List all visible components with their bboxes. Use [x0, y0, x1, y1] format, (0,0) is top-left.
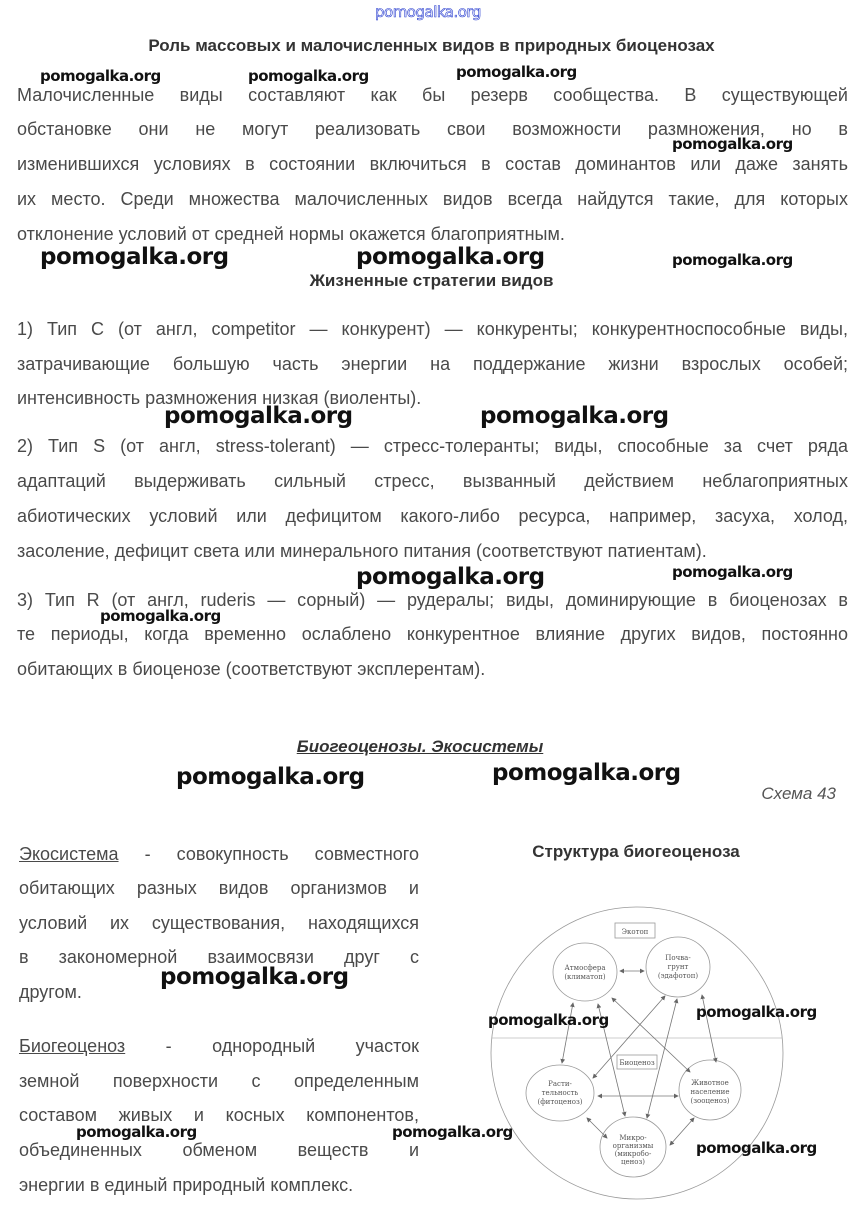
text-line — [19, 843, 419, 865]
watermark: pomogalka.org — [176, 764, 365, 790]
node-label: (эдафотоп) — [657, 972, 699, 980]
term-biogeocenosis: Биогеоценоз — [19, 1036, 126, 1056]
text-line — [19, 1035, 419, 1057]
watermark: pomogalka.org — [696, 1003, 817, 1021]
section-title-roles: Роль массовых и малочисленных видов в природных биоценозах — [148, 36, 715, 55]
text-line: Малочисленные виды составляют как бы резерв сообщества. В существующей — [17, 85, 848, 105]
text-line: адаптаций выдерживать сильный стресс, вызванный действием неблагоприятных — [17, 471, 848, 491]
biogeocenosis-diagram — [490, 900, 790, 1205]
top-watermark: pomogalka.org — [375, 3, 481, 21]
text-line: те периоды, когда временно ослаблено конкурентное влияние других видов, постоянно — [17, 624, 848, 644]
node-label: ценоз) — [620, 1158, 646, 1166]
text-line: в закономерной взаимосвязи друг с — [19, 947, 419, 967]
node-label: грунт — [667, 963, 689, 971]
biocenosis-label: Биоценоз — [619, 1059, 655, 1067]
node-label: Почва- — [665, 954, 691, 962]
watermark: pomogalka.org — [456, 63, 577, 81]
text-line: засоление, дефицит света или минерального питания (соответствуют патиентам). — [17, 541, 707, 561]
node-label: тельность — [541, 1089, 579, 1097]
node-label: Микро- — [619, 1134, 647, 1142]
ecotop-label: Экотоп — [621, 928, 649, 936]
text-line: изменившихся условиях в состоянии включиться в состав доминантов или даже занять — [17, 154, 848, 174]
watermark: pomogalka.org — [100, 607, 221, 625]
watermark: pomogalka.org — [392, 1123, 513, 1141]
text-line: земной поверхности с определенным — [19, 1071, 419, 1091]
node-label: Животное — [691, 1079, 729, 1087]
section-title-strategies: Жизненные стратегии видов — [309, 271, 554, 290]
watermark: pomogalka.org — [40, 67, 161, 85]
atmosphere-node — [553, 943, 617, 1001]
watermark: pomogalka.org — [248, 67, 369, 85]
node-label: (зооценоз) — [690, 1097, 730, 1105]
text-line: абиотических условий или дефицитом какого-либо ресурса, например, засуха, холод, — [17, 506, 848, 526]
node-label: (климатоп) — [564, 973, 606, 981]
watermark: pomogalka.org — [160, 964, 349, 990]
watermark: pomogalka.org — [480, 403, 669, 429]
text-line: обстановке они не могут реализовать свои возможности размножения, но в — [17, 119, 848, 139]
text-line: обитающих в биоценозе (соответствуют эксплерентам). — [17, 659, 486, 679]
watermark: pomogalka.org — [164, 403, 353, 429]
text-line: затрачивающие большую часть энергии на поддержание жизни взрослых особей; — [17, 354, 848, 374]
watermark: pomogalka.org — [356, 244, 545, 270]
watermark: pomogalka.org — [76, 1123, 197, 1141]
text-line: обитающих разных видов организмов и — [19, 878, 419, 898]
node-label: (фитоценоз) — [537, 1098, 583, 1106]
text-line: объединенных обменом веществ и — [19, 1140, 419, 1160]
watermark: pomogalka.org — [488, 1011, 609, 1029]
diagram-title: Структура биогеоценоза — [532, 842, 740, 861]
relation-arrows — [562, 971, 716, 1145]
text-line: 2) Тип S (от англ, stress-tolerant) — стресс-толеранты; виды, способные за счет ряда — [17, 436, 848, 456]
watermark: pomogalka.org — [672, 563, 793, 581]
node-label: Расти- — [548, 1080, 572, 1088]
text-line: интенсивность размножения низкая (виоленты). — [17, 388, 422, 408]
text-line: условий их существования, находящихся — [19, 913, 419, 933]
node-label: (микробо- — [614, 1150, 652, 1158]
text-line: составом живых и косных компонентов, — [19, 1105, 419, 1125]
watermark: pomogalka.org — [492, 760, 681, 786]
watermark: pomogalka.org — [672, 251, 793, 269]
watermark: pomogalka.org — [40, 244, 229, 270]
text-line: 3) Тип R (от англ, ruderis — сорный) — рудералы; виды, доминирующие в биоценозах в — [17, 590, 848, 610]
node-label: Атмосфера — [564, 964, 606, 972]
definition-text: - однородный участок — [125, 1036, 419, 1056]
definition-text: - совокупность совместного — [118, 844, 419, 864]
watermark: pomogalka.org — [356, 564, 545, 590]
text-line: другом. — [19, 982, 82, 1002]
node-label: население — [690, 1088, 730, 1096]
watermark: pomogalka.org — [696, 1139, 817, 1157]
text-line: 1) Тип С (от англ, competitor — конкурент) — конкуренты; конкурентноспособные виды, — [17, 319, 848, 339]
watermark: pomogalka.org — [672, 135, 793, 153]
text-line: отклонение условий от средней нормы окажется благоприятным. — [17, 224, 565, 244]
section-title-biogeocenoses: Биогеоценозы. Экосистемы — [296, 737, 544, 756]
scheme-number: Схема 43 — [761, 784, 836, 803]
text-line: энергии в единый природный комплекс. — [19, 1175, 354, 1195]
term-ecosystem: Экосистема — [19, 844, 119, 864]
node-label: организмы — [612, 1142, 654, 1150]
text-line: их место. Среди множества малочисленных видов всегда найдутся такие, для которых — [17, 189, 848, 209]
